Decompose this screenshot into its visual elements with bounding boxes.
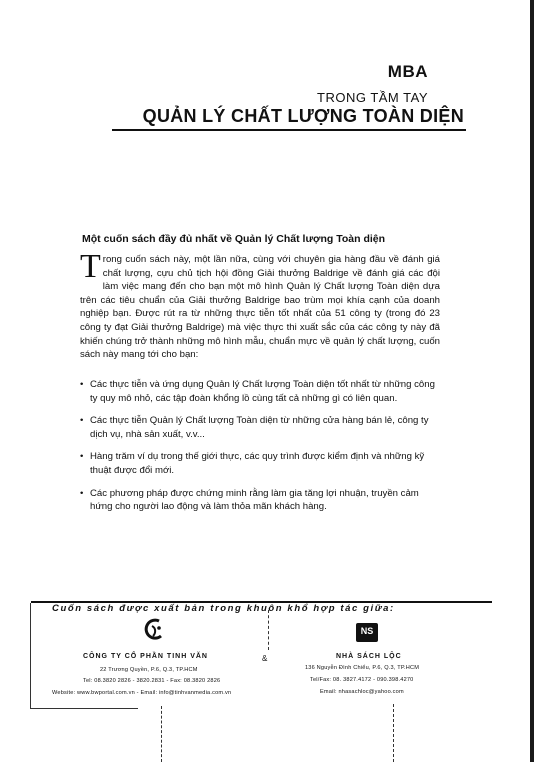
intro-text: rong cuốn sách này, một lần nữa, cùng với chuyên gia hàng đầu về đánh giá chất lượng, cựu chủ tịch hội đồng Giải thưởng Baldrige về đánh giá các đội làm việc mang đến cho bạn một mô hình Quản lý Chất lượng Toàn diện dựa trên các tiêu chuẩn của Giải thưởng Baldrige bao trùm mọi khía cạnh của doanh nghiệp bạn. Được rút ra từ những thực tiễn tốt nhất của 51 công ty (trong đó 23 công ty đạt Giải thưởng Baldrige) mà việc thực thi xuất sắc của các công ty này đã khiến chúng trở thành những mô hình mẫu, chuẩn mực về quản lý chất lượng, cuốn sách này mang tới cho bạn: [80,254,440,361]
ampersand: & [262,654,268,663]
intro-paragraph [80,248,440,362]
publisher-right-email: Email: nhasachloc@yahoo.com [320,689,404,695]
book-title: QUẢN LÝ CHẤT LƯỢNG TOÀN DIỆN [142,106,464,126]
list-item: • Các thực tiễn Quản lý Chất lượng Toàn diện từ những cửa hàng bán lẻ, công ty dịch vụ, nhà sản xuất, v.v... [78,414,440,441]
cooperation-note: Cuốn sách được xuất bản trong khuôn khổ hợp tác giữa: [52,603,395,614]
series-subtitle: TRONG TẦM TAY [317,90,428,105]
publisher-right-address: 136 Nguyễn Đình Chiểu, P.6, Q.3, TP.HCM [305,665,420,671]
frame-line [161,706,162,762]
list-item: • Các thực tiễn và ứng dụng Quản lý Chất lượng Toàn diện tốt nhất từ những công ty quy mô nhỏ, các tập đoàn khổng lồ cùng tất cả những gì có liên quan. [78,378,440,405]
list-item: • Hàng trăm ví dụ trong thế giới thực, các quy trình được kiểm định và những kỹ thuật được đổi mới. [78,450,440,477]
frame-line [393,704,394,762]
list-item: • Các phương pháp được chứng minh rằng làm gia tăng lợi nhuận, truyền cảm hứng cho người lao động và làm thỏa mãn khách hàng. [78,487,440,514]
page-edge-shadow [530,0,534,762]
nha-sach-loc-logo-icon [356,623,378,642]
publisher-left-phone: Tel: 08.3820 2826 - 3820.2831 - Fax: 08.3820 2826 [83,678,221,684]
benefit-list [78,378,440,523]
logo-text: NS [360,626,374,636]
publisher-left-web: Website: www.bwportal.com.vn - Email: info@tinhvanmedia.com.vn [52,690,232,696]
publisher-left-name: CÔNG TY CỔ PHẦN TINH VĂN [83,653,208,660]
series-title: MBA [387,62,428,81]
drop-cap: T [80,248,101,285]
publisher-left-address: 22 Trương Quyền, P.6, Q.3, TP.HCM [100,667,198,673]
frame-line [30,603,31,709]
tinh-van-logo-icon [144,618,166,647]
frame-line [268,610,269,650]
publisher-right-name: NHÀ SÁCH LỘC [336,653,402,660]
frame-line [30,708,138,709]
title-underline [112,129,466,131]
section-heading: Một cuốn sách đầy đủ nhất về Quản lý Chất lượng Toàn diện [82,233,386,245]
publisher-right-phone: Tel/Fax: 08. 3827.4172 - 090.398.4270 [310,677,414,683]
